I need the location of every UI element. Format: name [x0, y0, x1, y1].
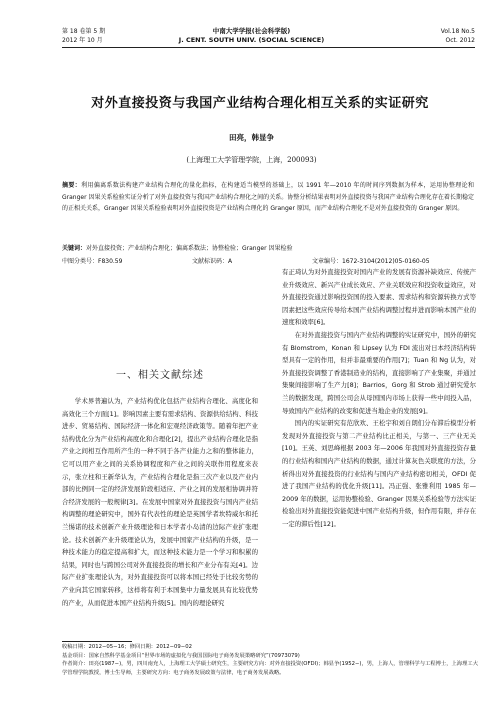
- body-paragraph: 有正琦认为对外直接投资对国内产业的发展有资源补缺效应、传统产业升级效应、新兴产业成长效应、产业关联效应和投资收益效应，对外直接投资通过影响投资国的投入要素、需求结构和资源转换方式等因素把这些效应传导给本国产业结构调整过程并进而影响本国产业的速度和效率[6]。: [282, 268, 476, 327]
- article-number: 文章编号：1672-3104(2012)05-0160-05: [312, 258, 430, 265]
- paper-title: 对外直接投资与我国产业结构合理化相互关系的实证研究: [91, 96, 429, 111]
- keywords-label: 关键词：: [62, 245, 87, 252]
- body-paragraph: 国内的实证研究有范欣欢、王松宇和刘自朗们分布滞后模型分析发现对外直接投资与第二产业结构比正相关，与第一、三产业无关[10]。王英、刘思峰根据 2003 年—2006 年我国对外直接投资存量的行业结构和国内产业结构的数据，通过计算灰色关联度的方法，分析得出对外直接投资的行业结构与国内产业结构密切相关，OFDI 促进了我国产业结构的优化升级[11]。冯正强、张雅利用 1985 年—2009 年的数据，运用协整检验、Granger 因果关系检验等方法实证检验出对外直接投资能促进中国产业结构升级，但作用有限，并存在一定的滞后性[12]。: [282, 419, 476, 528]
- journal-name-en: J. CENT. SOUTH UNIV. (SOCIAL SCIENCE): [178, 36, 325, 44]
- footnote-rule: [62, 641, 132, 642]
- clc-number: 中图分类号：F830.59: [62, 258, 123, 265]
- section-heading: 一、相关文献综述: [116, 370, 204, 381]
- keywords: [62, 243, 474, 254]
- volume-issue-en: Vol.18 No.5: [440, 28, 475, 35]
- left-column: [62, 296, 258, 609]
- abstract: [62, 180, 474, 215]
- journal-volume-en: [441, 27, 475, 45]
- author-affiliation: (上海理工大学管理学院，上海，200093): [186, 156, 317, 164]
- publication-date-en: Oct. 2012: [445, 37, 475, 44]
- keywords-text: 对外直接投资；产业结构合理化；偏离系数法；协整检验；Granger 因果检验: [86, 245, 293, 252]
- publication-date: 2012 年 10 月: [62, 37, 103, 44]
- journal-name-cn: 中南大学学报(社会科学版): [212, 27, 291, 35]
- abstract-text: 利用偏离系数法构建产业结构合理化的量化指标，在构建适当模型的基础上，以 1991 年—2010 年的时间序列数据为样本，运用协整理论和 Granger 因果关系检验实证分析了对外直接投资与我国产业结构合理化之间的关系。协整分析结果表明对外直接投资与我国产业结构合理化存在着长期稳定的正相关关系，Granger 因果关系检验表明对外直接投资是产业结构合理化的 Granger 原因，而产业结构合理化不是对外直接投资的 Granger 原因。: [62, 182, 474, 212]
- paper-authors: 田亮，韩显争: [229, 133, 274, 142]
- right-column: [282, 266, 476, 530]
- footnote: [62, 643, 482, 677]
- fund-info: 基金项目：国家自然科学基金项目“世界市场的虚拟化与我国国际电子商务发展策略研究”(70973079): [62, 652, 300, 659]
- header-rule: [62, 47, 475, 48]
- journal-name: [0, 27, 503, 45]
- document-code: 文献标识码：A: [192, 258, 233, 265]
- body-paragraph: 学术界普遍认为，产业结构优化包括产业结构合理化、高度化和高效化三个方面[1]。影响因素主要有需求结构、资源供给结构、科技进步、贸易结构、国际经济一体化和宏观经济政策等。随着年把产业结构优化分为产业结构高度化和合理化[2]，提出产业结构合理化是指产业之间相互作用所产生的一种不同于各产业能力之和的整体能力，它可以用产业之间的关系协调程度和产业之间的关联作用程度来表示，张立柱和王新华认为，产业结构合理化是指三次产业以及产业内部的比例同一定的经济发展阶段相适应、产业之间的发展相协调并符合经济发展的一般规律[3]。在发展中国家对外直接投资与国内产业结构调整的理论研究中，国外有代表性的理论是英国学者坎特威尔和托兰惕诺的技术创新产业升级理论和日本学者小岛清的边际产业扩张理论。技术创新产业升级理论认为，发展中国家产业结构的升级，是一种技术能力的稳定提高和扩大，而这种技术能力是一个学习和积累的结果，同时也与跨国公司对外直接投资的增长和产业分布有关[4]。边际产业扩张理论认为，对外直接投资可以将本国已经处于比较劣势的产业向其它国家转移，这样将有利于本国集中力量发展具有比较优势的产业，从而促进本国产业结构升级[5]。国内的理论研究: [62, 397, 258, 607]
- author-bio: 作者简介：田亮(1987−)，男，四川南充人，上海理工大学硕士研究生，主要研究方向：对外直接投资(OFDI)；韩显争(1952−)，男，上海人，管理科学与工程博士，上海理工大学管理学院教授，博士生导师，主要研究方向：电子商务发展政策与法律，电子商务发展战略。: [62, 661, 478, 676]
- body-paragraph: 在对外直接投资与国内产业结构调整的实证研究中，国外的研究有 Blomstrom，Konan 和 Lipsey 认为 FDI 流出对日本经济结构转型具有一定的作用，但并非最重要的作用[7]；Tuan 和 Ng 认为，对外直接投资调整了香港制造业的结构，直接影响了产业集聚，并通过集聚间接影响了生产力[8]；Barrios，Gorg 和 Strob 通过研究爱尔兰的数据发现，跨国公司会从母国国内市场上获得一些中间投入品，导致国内产业结构的改变和促进当地企业的发展[9]。: [282, 330, 476, 415]
- volume-issue: 第 18 卷第 5 期: [62, 28, 106, 35]
- abstract-label: 摘要：: [62, 182, 82, 189]
- received-date: 收稿日期：2012−05−16；修回日期：2012−09−02: [62, 644, 192, 650]
